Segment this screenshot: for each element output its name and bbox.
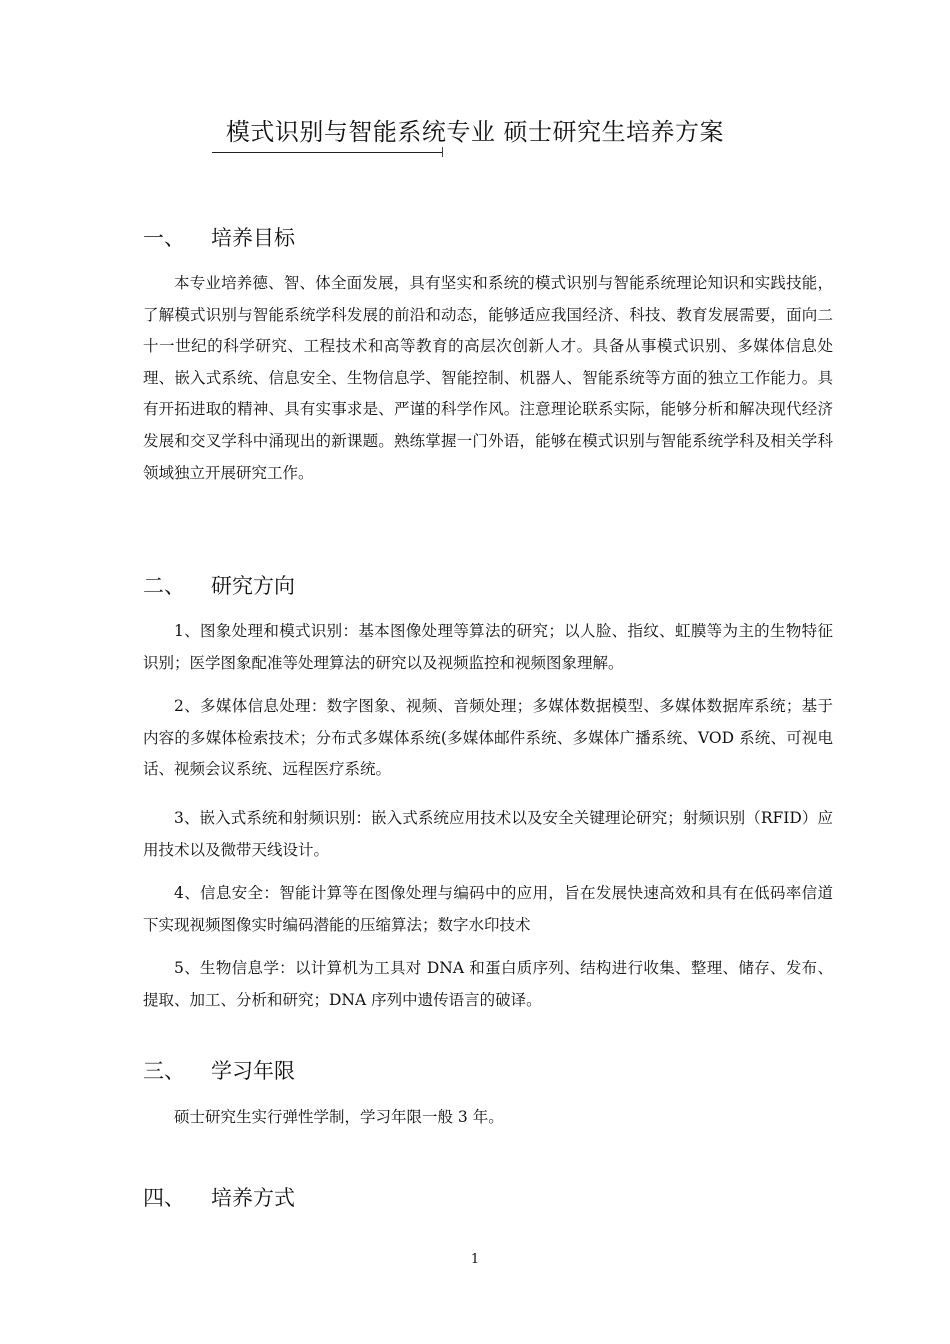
section-number: 二、 <box>143 574 185 598</box>
section-heading-1 <box>143 222 295 252</box>
section-title: 培养目标 <box>211 226 295 250</box>
paragraph-objectives: 本专业培养德、智、体全面发展，具有坚实和系统的模式识别与智能系统理论知识和实践技能，了解模式识别与智能系统学科发展的前沿和动态，能够适应我国经济、科技、教育发展需要，面向二十一世纪的科学研究、工程技术和高等教育的高层次创新人才。具备从事模式识别、多媒体信息处理、嵌入式系统、信息安全、生物信息学、智能控制、机器人、智能系统等方面的独立工作能力。具有开拓进取的精神、具有实事求是、严谨的科学作风。注意理论联系实际，能够分析和解决现代经济发展和交叉学科中涌现出的新课题。熟练掌握一门外语，能够在模式识别与智能系统学科及相关学科领域独立开展研究工作。 <box>143 274 833 482</box>
section-title: 学习年限 <box>211 1059 295 1083</box>
title-underline <box>212 152 442 153</box>
section-title: 培养方式 <box>211 1186 295 1210</box>
paragraph-direction-1: 1、图象处理和模式识别：基本图像处理等算法的研究；以人脸、指纹、虹膜等为主的生物特征识别；医学图象配准等处理算法的研究以及视频监控和视频图象理解。 <box>143 622 833 672</box>
paragraph-direction-5: 5、生物信息学：以计算机为工具对 DNA 和蛋白质序列、结构进行收集、整理、储存、发布、提取、加工、分析和研究；DNA 序列中遗传语言的破译。 <box>143 959 833 1009</box>
paragraph-study-years: 硕士研究生实行弹性学制，学习年限一般 3 年。 <box>174 1108 504 1126</box>
section-number: 三、 <box>143 1059 185 1083</box>
section-heading-4 <box>143 1182 295 1212</box>
section-number: 一、 <box>143 226 185 250</box>
page-number: 1 <box>470 1252 480 1267</box>
section-number: 四、 <box>143 1186 185 1210</box>
document-title: 模式识别与智能系统专业 硕士研究生培养方案 <box>225 118 725 146</box>
section-heading-2 <box>143 570 295 600</box>
section-title: 研究方向 <box>211 574 295 598</box>
section-heading-3 <box>143 1055 295 1085</box>
paragraph-direction-4: 4、信息安全：智能计算等在图像处理与编码中的应用，旨在发展快速高效和具有在低码率信道下实现视频图像实时编码潜能的压缩算法；数字水印技术 <box>143 884 833 934</box>
paragraph-direction-2: 2、多媒体信息处理：数字图象、视频、音频处理；多媒体数据模型、多媒体数据库系统；基于内容的多媒体检索技术；分布式多媒体系统(多媒体邮件系统、多媒体广播系统、VOD 系统、可视电话、视频会议系统、远程医疗系统。 <box>143 697 833 779</box>
title-underline-tick <box>442 147 443 157</box>
paragraph-direction-3: 3、嵌入式系统和射频识别：嵌入式系统应用技术以及安全关键理论研究；射频识别（RFID）应用技术以及微带天线设计。 <box>143 809 833 859</box>
